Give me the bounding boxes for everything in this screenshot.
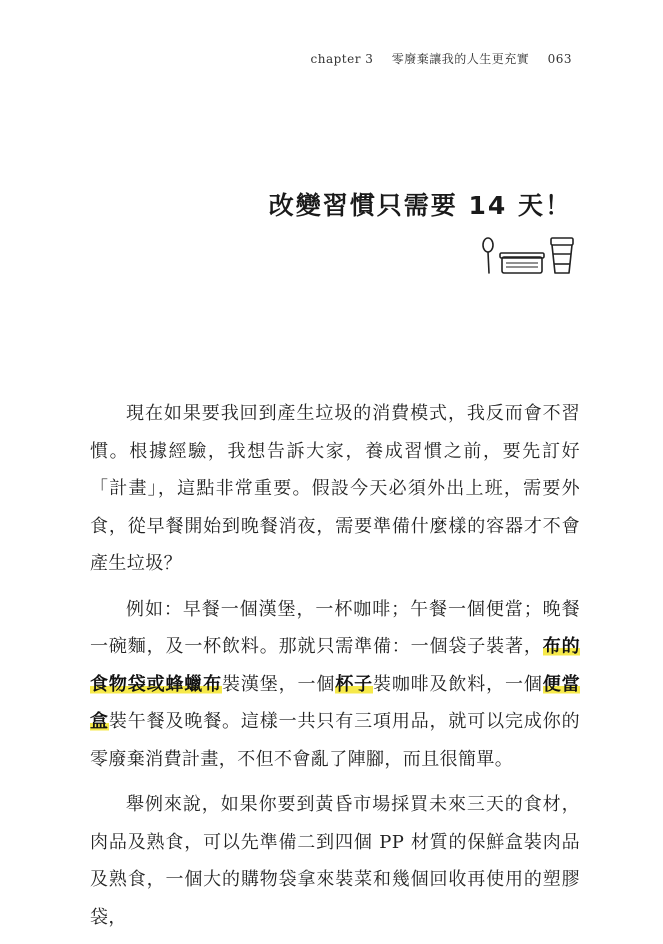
paragraph-2-text-1: 例如：早餐一個漢堡，一杯咖啡；午餐一個便當；晚餐一碗麵，及一杯飲料。那就只需準備：一個袋子裝著，	[90, 598, 580, 657]
highlight-lunch-box: 便當盒	[90, 673, 580, 732]
illustration-svg	[478, 236, 578, 278]
section-title: 改變習慣只需要 14 天！	[268, 191, 572, 220]
running-header	[311, 50, 572, 67]
paragraph-2-text-4: 裝午餐及晚餐。這樣一共只有三項用品，就可以完成你的零廢棄消費計畫，不但不會亂了陣腳，而且很簡單。	[90, 711, 581, 770]
paragraph-2	[90, 591, 580, 779]
paragraph-2-text-3: 裝咖啡及飲料，一個	[372, 673, 543, 695]
container-illustration	[478, 236, 578, 278]
highlight-cup: 杯子	[335, 673, 373, 695]
chapter-label: chapter 3	[310, 52, 374, 66]
cup-icon	[551, 238, 573, 273]
paragraph-1: 現在如果要我回到產生垃圾的消費模式，我反而會不習慣。根據經驗，我想告訴大家，養成習慣之前，要先訂好「計畫」，這點非常重要。假設今天必須外出上班，需要外食，從早餐開始到晚餐消夜，需要準備什麼樣的容器才不會產生垃圾？	[90, 403, 580, 574]
food-container-icon	[500, 253, 544, 273]
paragraph-3: 舉例來說，如果你要到黃昏市場採買未來三天的食材，肉品及熟食，可以先準備二到四個 PP 材質的保鮮盒裝肉品及熟食，一個大的購物袋拿來裝菜和幾個回收再使用的塑膠袋，	[90, 794, 580, 928]
page-number: 063	[547, 52, 572, 66]
paragraph-2-text-2: 裝漢堡，一個	[222, 673, 336, 695]
spoon-icon	[483, 238, 493, 273]
chapter-title: 零廢棄讓我的人生更充實	[391, 52, 530, 66]
highlight-cloth-bag: 布的食物袋或蜂蠟布	[90, 636, 580, 695]
article-body	[90, 395, 580, 944]
